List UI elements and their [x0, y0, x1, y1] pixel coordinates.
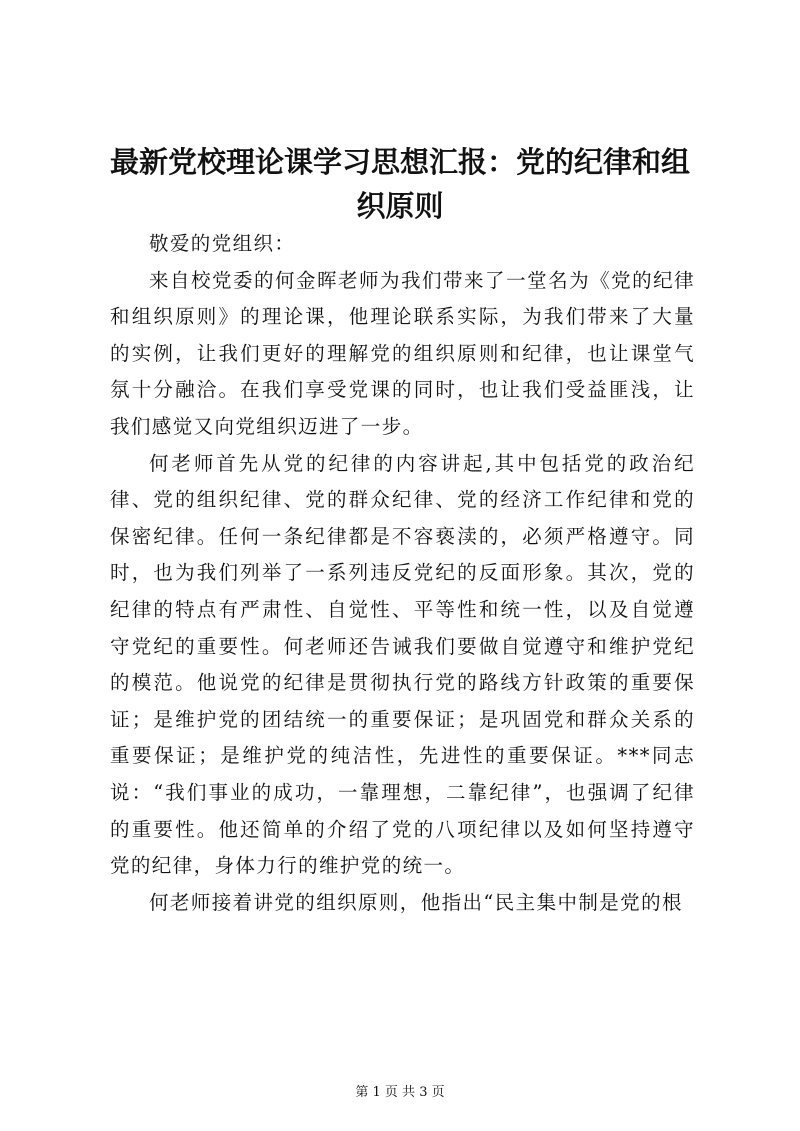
salutation: 敬爱的党组织：: [149, 232, 296, 255]
document-body: [110, 226, 695, 921]
page-footer: 第 1 页 共 3 页: [355, 1085, 445, 1100]
paragraph: 何老师接着讲党的组织原则，他指出“民主集中制是党的根: [149, 890, 683, 914]
paragraph: 何老师首先从党的纪律的内容讲起,其中包括党的政治纪律、党的组织纪律、党的群众纪律、党的经济工作纪律和党的保密纪律。任何一条纪律都是不容亵渎的，必须严格遵守。同时，也为我们列举了一系列违反党纪的反面形象。其次，党的纪律的特点有严肃性、自觉性、平等性和统一性，以及自觉遵守党纪的重要性。何老师还告诫我们要做自觉遵守和维护党纪的模范。他说党的纪律是贯彻执行党的路线方针政策的重要保证；是维护党的团结统一的重要保证；是巩固党和群众关系的重要保证；是维护党的纯洁性，先进性的重要保证。***同志说：“我们事业的成功，一靠理想，二靠纪律”，也强调了纪律的重要性。他还简单的介绍了党的八项纪律以及如何坚持遵守党的纪律，身体力行的维护党的统一。: [110, 451, 695, 878]
document-title: 最新党校理论课学习思想汇报：党的纪律和组织原则: [109, 145, 690, 223]
paragraph: 来自校党委的何金晖老师为我们带来了一堂名为《党的纪律和组织原则》的理论课，他理论联系实际，为我们带来了大量的实例，让我们更好的理解党的组织原则和纪律，也让课堂气氛十分融洽。在我们享受党课的同时，也让我们受益匪浅，让我们感觉又向党组织迈进了一步。: [110, 268, 695, 438]
